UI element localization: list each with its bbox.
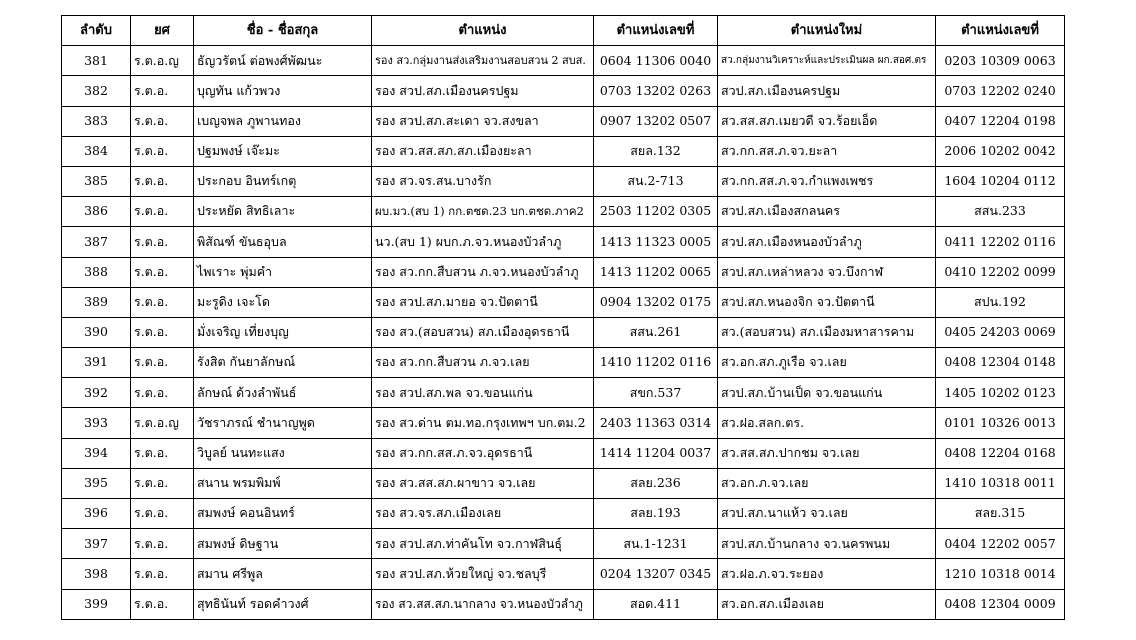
cell-rank: ร.ต.อ.	[131, 106, 194, 136]
cell-position: รอง สว.จร.สภ.เมืองเลย	[372, 499, 594, 529]
cell-order: 393	[62, 408, 131, 438]
cell-position: รอง สว.กลุ่มงานส่งเสริมงานสอบสวน 2 สบส.	[372, 46, 594, 76]
cell-order: 388	[62, 257, 131, 287]
cell-position: ผบ.มว.(สบ 1) กก.ตชด.23 บก.ตชด.ภาค2	[372, 197, 594, 227]
cell-name: ไพเราะ พุ่มคำ	[194, 257, 372, 287]
cell-new-position-number: 2006 10202 0042	[936, 136, 1065, 166]
header-position-number: ตำแหน่งเลขที่	[594, 16, 718, 46]
table-row	[62, 468, 1065, 498]
cell-order: 385	[62, 166, 131, 196]
cell-position-number: สยล.132	[594, 136, 718, 166]
cell-rank: ร.ต.อ.	[131, 136, 194, 166]
cell-new-position: สว.(สอบสวน) สภ.เมืองมหาสารคาม	[718, 317, 936, 347]
cell-rank: ร.ต.อ.	[131, 499, 194, 529]
cell-new-position-number: 0703 12202 0240	[936, 76, 1065, 106]
cell-order: 399	[62, 589, 131, 619]
cell-new-position-number: 0411 12202 0116	[936, 227, 1065, 257]
table-row	[62, 166, 1065, 196]
cell-rank: ร.ต.อ.	[131, 589, 194, 619]
cell-name: วัชราภรณ์ ชำนาญพูด	[194, 408, 372, 438]
cell-position-number: 0703 13202 0263	[594, 76, 718, 106]
cell-order: 398	[62, 559, 131, 589]
cell-position: รอง สว.สส.สภ.สภ.เมืองยะลา	[372, 136, 594, 166]
cell-rank: ร.ต.อ.	[131, 559, 194, 589]
cell-rank: ร.ต.อ.ญ	[131, 46, 194, 76]
header-order: ลำดับ	[62, 16, 131, 46]
cell-position: รอง สวป.สภ.พล จว.ขอนแก่น	[372, 378, 594, 408]
cell-position: รอง สว.สส.สภ.นากลาง จว.หนองบัวลำภู	[372, 589, 594, 619]
cell-order: 381	[62, 46, 131, 76]
cell-new-position-number: สลย.315	[936, 499, 1065, 529]
cell-name: ธัญวรัตน์ ต่อพงศ์พัฒนะ	[194, 46, 372, 76]
table-body	[62, 46, 1065, 620]
cell-name: สมาน ศรีพูล	[194, 559, 372, 589]
cell-new-position: สว.กลุ่มงานวิเคราะห์และประเมินผล ผก.สอศ.ตร	[718, 46, 936, 76]
cell-position-number: 1413 11202 0065	[594, 257, 718, 287]
cell-new-position-number: 0408 12304 0009	[936, 589, 1065, 619]
header-position: ตำแหน่ง	[372, 16, 594, 46]
table-row	[62, 378, 1065, 408]
table-row	[62, 106, 1065, 136]
cell-new-position-number: 0404 12202 0057	[936, 529, 1065, 559]
cell-position-number: สขก.537	[594, 378, 718, 408]
cell-order: 382	[62, 76, 131, 106]
cell-position-number: 1413 11323 0005	[594, 227, 718, 257]
cell-name: วิบูลย์ นนทะแสง	[194, 438, 372, 468]
cell-new-position: สว.สส.สภ.ปากชม จว.เลย	[718, 438, 936, 468]
cell-new-position: สวป.สภ.เมืองนครปฐม	[718, 76, 936, 106]
cell-order: 397	[62, 529, 131, 559]
cell-rank: ร.ต.อ.	[131, 227, 194, 257]
cell-position-number: 0904 13202 0175	[594, 287, 718, 317]
cell-new-position-number: 1410 10318 0011	[936, 468, 1065, 498]
cell-name: ประกอบ อินทร์เกตุ	[194, 166, 372, 196]
cell-new-position-number: 0101 10326 0013	[936, 408, 1065, 438]
table-row	[62, 348, 1065, 378]
cell-new-position-number: 0405 24203 0069	[936, 317, 1065, 347]
cell-rank: ร.ต.อ.	[131, 529, 194, 559]
cell-new-position: สว.กก.สส.ภ.จว.ยะลา	[718, 136, 936, 166]
cell-position-number: สลย.236	[594, 468, 718, 498]
cell-name: ประหยัด สิทธิเลาะ	[194, 197, 372, 227]
cell-position-number: สสน.261	[594, 317, 718, 347]
cell-name: มั่งเจริญ เที่ยงบุญ	[194, 317, 372, 347]
cell-position-number: 0204 13207 0345	[594, 559, 718, 589]
cell-position-number: 1414 11204 0037	[594, 438, 718, 468]
cell-rank: ร.ต.อ.ญ	[131, 408, 194, 438]
cell-order: 392	[62, 378, 131, 408]
cell-position-number: สอด.411	[594, 589, 718, 619]
cell-new-position-number: 0410 12202 0099	[936, 257, 1065, 287]
table-row	[62, 227, 1065, 257]
cell-new-position-number: สปน.192	[936, 287, 1065, 317]
cell-new-position: สว.สส.สภ.เมยวดี จว.ร้อยเอ็ด	[718, 106, 936, 136]
cell-position-number: สน.2-713	[594, 166, 718, 196]
cell-position-number: 2503 11202 0305	[594, 197, 718, 227]
cell-new-position-number: 0203 10309 0063	[936, 46, 1065, 76]
cell-rank: ร.ต.อ.	[131, 438, 194, 468]
cell-new-position: สว.ฝอ.ภ.จว.ระยอง	[718, 559, 936, 589]
cell-new-position: สว.อก.ภ.จว.เลย	[718, 468, 936, 498]
cell-position: รอง สวป.สภ.มายอ จว.ปัตตานี	[372, 287, 594, 317]
cell-position: รอง สว.ด่าน ตม.ทอ.กรุงเทพฯ บก.ตม.2	[372, 408, 594, 438]
cell-order: 383	[62, 106, 131, 136]
header-rank: ยศ	[131, 16, 194, 46]
table-row	[62, 136, 1065, 166]
cell-rank: ร.ต.อ.	[131, 468, 194, 498]
cell-name: สุทธินันท์ รอดคำวงศ์	[194, 589, 372, 619]
header-row	[62, 16, 1065, 46]
cell-position-number: 1410 11202 0116	[594, 348, 718, 378]
cell-position: รอง สว.กก.สืบสวน ภ.จว.เลย	[372, 348, 594, 378]
cell-position-number: สน.1-1231	[594, 529, 718, 559]
cell-order: 395	[62, 468, 131, 498]
cell-order: 387	[62, 227, 131, 257]
cell-rank: ร.ต.อ.	[131, 287, 194, 317]
cell-new-position: สวป.สภ.นาแห้ว จว.เลย	[718, 499, 936, 529]
cell-rank: ร.ต.อ.	[131, 317, 194, 347]
cell-new-position-number: 1604 10204 0112	[936, 166, 1065, 196]
personnel-table	[61, 15, 1065, 620]
cell-rank: ร.ต.อ.	[131, 257, 194, 287]
cell-new-position-number: 1210 10318 0014	[936, 559, 1065, 589]
cell-order: 390	[62, 317, 131, 347]
cell-new-position: สวป.สภ.บ้านกลาง จว.นครพนม	[718, 529, 936, 559]
cell-new-position: สว.อก.สภ.ภูเรือ จว.เลย	[718, 348, 936, 378]
header-new-position: ตำแหน่งใหม่	[718, 16, 936, 46]
table-row	[62, 589, 1065, 619]
cell-name: สมพงษ์ ดิษฐาน	[194, 529, 372, 559]
cell-new-position: สว.ฝอ.สลก.ตร.	[718, 408, 936, 438]
cell-order: 386	[62, 197, 131, 227]
cell-name: เบญจพล ภูพานทอง	[194, 106, 372, 136]
cell-rank: ร.ต.อ.	[131, 76, 194, 106]
table-row	[62, 408, 1065, 438]
table-row	[62, 257, 1065, 287]
cell-order: 389	[62, 287, 131, 317]
table-row	[62, 197, 1065, 227]
cell-new-position-number: 1405 10202 0123	[936, 378, 1065, 408]
cell-name: พิสัณฑ์ ขันธอุบล	[194, 227, 372, 257]
cell-new-position: สว.กก.สส.ภ.จว.กำแพงเพชร	[718, 166, 936, 196]
cell-position-number: 0907 13202 0507	[594, 106, 718, 136]
cell-position: รอง สวป.สภ.สะเดา จว.สงขลา	[372, 106, 594, 136]
cell-new-position: สวป.สภ.เมืองหนองบัวลำภู	[718, 227, 936, 257]
cell-position: รอง สว.สส.สภ.ผาขาว จว.เลย	[372, 468, 594, 498]
cell-position: รอง สว.(สอบสวน) สภ.เมืองอุดรธานี	[372, 317, 594, 347]
table-row	[62, 438, 1065, 468]
cell-position-number: 0604 11306 0040	[594, 46, 718, 76]
cell-position: รอง สวป.สภ.ท่าคันโท จว.กาฬสินธุ์	[372, 529, 594, 559]
cell-name: สนาน พรมพิมพ์	[194, 468, 372, 498]
cell-name: ปฐมพงษ์ เจ๊ะมะ	[194, 136, 372, 166]
cell-new-position: สว.อก.สภ.เมืองเลย	[718, 589, 936, 619]
cell-order: 391	[62, 348, 131, 378]
table-row	[62, 46, 1065, 76]
cell-new-position: สวป.สภ.หนองจิก จว.ปัตตานี	[718, 287, 936, 317]
cell-rank: ร.ต.อ.	[131, 378, 194, 408]
cell-order: 396	[62, 499, 131, 529]
cell-new-position: สวป.สภ.บ้านเป็ด จว.ขอนแก่น	[718, 378, 936, 408]
cell-position-number: 2403 11363 0314	[594, 408, 718, 438]
cell-new-position-number: 0407 12204 0198	[936, 106, 1065, 136]
cell-position: รอง สวป.สภ.เมืองนครปฐม	[372, 76, 594, 106]
table-row	[62, 76, 1065, 106]
table-row	[62, 529, 1065, 559]
header-name: ชื่อ - ชื่อสกุล	[194, 16, 372, 46]
cell-order: 384	[62, 136, 131, 166]
cell-position: รอง สว.กก.สืบสวน ภ.จว.หนองบัวลำภู	[372, 257, 594, 287]
cell-name: ลักษณ์ ด้วงลำพันธ์	[194, 378, 372, 408]
cell-position: รอง สว.จร.สน.บางรัก	[372, 166, 594, 196]
cell-position-number: สลย.193	[594, 499, 718, 529]
cell-new-position-number: 0408 12304 0148	[936, 348, 1065, 378]
cell-position: รอง สวป.สภ.ห้วยใหญ่ จว.ชลบุรี	[372, 559, 594, 589]
cell-name: สมพงษ์ คอนอินทร์	[194, 499, 372, 529]
cell-new-position-number: 0408 12204 0168	[936, 438, 1065, 468]
header-new-position-number: ตำแหน่งเลขที่	[936, 16, 1065, 46]
table-row	[62, 317, 1065, 347]
cell-rank: ร.ต.อ.	[131, 348, 194, 378]
cell-name: มะรูดิง เจะโด	[194, 287, 372, 317]
cell-new-position: สวป.สภ.เมืองสกลนคร	[718, 197, 936, 227]
cell-name: บุญทัน แก้วพวง	[194, 76, 372, 106]
cell-order: 394	[62, 438, 131, 468]
cell-new-position-number: สสน.233	[936, 197, 1065, 227]
cell-rank: ร.ต.อ.	[131, 197, 194, 227]
cell-position: รอง สว.กก.สส.ภ.จว.อุดรธานี	[372, 438, 594, 468]
table-row	[62, 559, 1065, 589]
cell-position: นว.(สบ 1) ผบก.ภ.จว.หนองบัวลำภู	[372, 227, 594, 257]
cell-new-position: สวป.สภ.เหล่าหลวง จว.บึงกาฬ	[718, 257, 936, 287]
cell-name: รังสิต กันยาลักษณ์	[194, 348, 372, 378]
table-row	[62, 287, 1065, 317]
table-row	[62, 499, 1065, 529]
cell-rank: ร.ต.อ.	[131, 166, 194, 196]
